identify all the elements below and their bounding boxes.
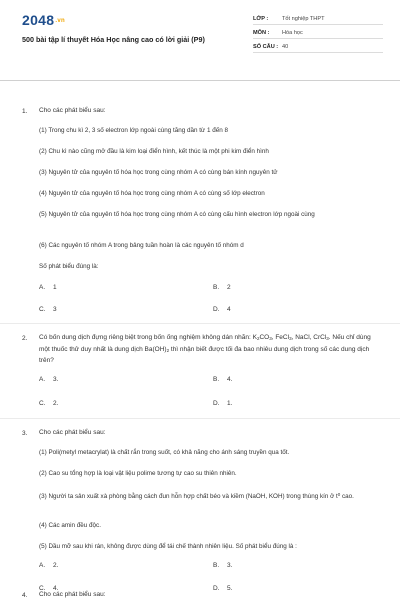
statement-item: (3) Nguyên tử của nguyên tố hóa học trong cùng nhóm A có cùng bán kính nguyên tử xyxy=(39,169,278,176)
option-a[interactable] xyxy=(39,562,58,569)
option-letter: D. xyxy=(213,400,220,407)
question-stem: Cho các phát biểu sau: xyxy=(39,107,106,114)
option-text: 5. xyxy=(227,585,233,592)
meta-label-mon: MÔN : xyxy=(253,30,270,36)
site-logo[interactable] xyxy=(22,12,65,28)
question-stem: Cho các phát biểu sau: xyxy=(39,591,106,598)
statement-item: (5) Nguyên tử của nguyên tố hóa học trong cùng nhóm A có cùng cấu hình electron lớp ngoài cùng xyxy=(39,211,315,218)
header-divider xyxy=(0,80,400,81)
statement-item: (4) Các amin đều độc. xyxy=(39,522,101,529)
meta-value-lop: Tốt nghiệp THPT xyxy=(282,16,325,22)
option-letter: C. xyxy=(39,585,46,592)
meta-row-mon xyxy=(253,28,383,39)
option-letter: A. xyxy=(39,376,46,383)
logo-suffix: .vn xyxy=(55,18,65,25)
option-text: 2 xyxy=(227,284,231,291)
meta-label-socau: SỐ CÂU : xyxy=(253,44,279,50)
question-number: 3. xyxy=(22,430,28,437)
option-text: 2. xyxy=(53,562,59,569)
question-number: 4. xyxy=(22,592,28,599)
statement-item: (2) Cao su tổng hợp là loại vật liệu polime tương tự cao su thiên nhiên. xyxy=(39,470,237,477)
option-c[interactable] xyxy=(39,306,57,313)
option-letter: D. xyxy=(213,585,220,592)
option-letter: D. xyxy=(213,306,220,313)
meta-row-lop xyxy=(253,14,383,25)
question-separator xyxy=(0,323,400,324)
option-letter: A. xyxy=(39,562,46,569)
option-b[interactable] xyxy=(213,562,232,569)
option-b[interactable] xyxy=(213,284,231,291)
option-letter: B. xyxy=(213,562,220,569)
question-number: 2. xyxy=(22,335,28,342)
option-text: 4. xyxy=(53,585,59,592)
option-letter: A. xyxy=(39,284,46,291)
option-text: 1. xyxy=(227,400,233,407)
question-separator xyxy=(0,418,400,419)
option-letter: C. xyxy=(39,306,46,313)
option-text: 3. xyxy=(227,562,233,569)
meta-value-mon: Hóa học xyxy=(282,30,303,36)
option-a[interactable] xyxy=(39,376,58,383)
statement-item: (2) Chu kì nào cũng mở đầu là kim loại điển hình, kết thúc là một phi kim điển hình xyxy=(39,148,269,155)
option-b[interactable] xyxy=(213,376,232,383)
option-letter: B. xyxy=(213,284,220,291)
option-c[interactable] xyxy=(39,400,58,407)
statement-item: (3) Người ta sản xuất xà phòng bằng cách đun hỗn hợp chất béo và kiềm (NaOH, KOH) trong thùng kín ở $t^0$ cao. xyxy=(39,492,354,500)
question-prompt: Số phát biểu đúng là: xyxy=(39,263,99,270)
option-letter: B. xyxy=(213,376,220,383)
question-stem: Có bốn dung dịch đựng riêng biệt trong bốn ống nghiệm không dán nhãn: $K_2CO_3$, FeCl$_3$, NaCl, CrCl$_3$. Nếu chỉ dùng một thuốc thử duy nhất là dung dịch $Ba(OH)_2$ thì nhận biết được tối đa bao nhiêu dung dịch trong số các dung dịch trên? xyxy=(39,334,371,364)
meta-value-socau: 40 xyxy=(282,44,289,50)
question-number: 1. xyxy=(22,108,28,115)
page-header xyxy=(0,0,400,62)
option-text: 4. xyxy=(227,376,233,383)
option-letter: C. xyxy=(39,400,46,407)
statement-item: (6) Các nguyên tố nhóm A trong bảng tuần hoàn là các nguyên tố nhóm d xyxy=(39,242,244,249)
option-text: 4 xyxy=(227,306,231,313)
option-text: 3. xyxy=(53,376,59,383)
meta-row-socau xyxy=(253,42,383,53)
meta-label-lop: LỚP : xyxy=(253,16,269,22)
statement-item: (4) Nguyên tử của nguyên tố hóa học trong cùng nhóm A có cùng số lớp electron xyxy=(39,190,265,197)
option-d[interactable] xyxy=(213,400,232,407)
option-text: 1 xyxy=(53,284,57,291)
option-a[interactable] xyxy=(39,284,57,291)
statement-item: (1) Poli(metyl metacrylat) là chất rắn trong suốt, có khả năng cho ánh sáng truyền qua tốt. xyxy=(39,449,290,456)
statement-item: (1) Trong chu kì 2, 3 số electron lớp ngoài cùng tăng dần từ 1 đến 8 xyxy=(39,127,228,134)
logo-text: 2048 xyxy=(22,12,55,28)
option-text: 2. xyxy=(53,400,59,407)
option-text: 3 xyxy=(53,306,57,313)
statement-item: (5) Dầu mỡ sau khi rán, không được dùng để tái chế thành nhiên liệu. Số phát biểu đúng là : xyxy=(39,543,297,550)
option-d[interactable] xyxy=(213,306,231,313)
question-stem: Cho các phát biểu sau: xyxy=(39,429,106,436)
document-title: 500 bài tập lí thuyết Hóa Học nâng cao có lời giải (P9) xyxy=(22,35,205,44)
